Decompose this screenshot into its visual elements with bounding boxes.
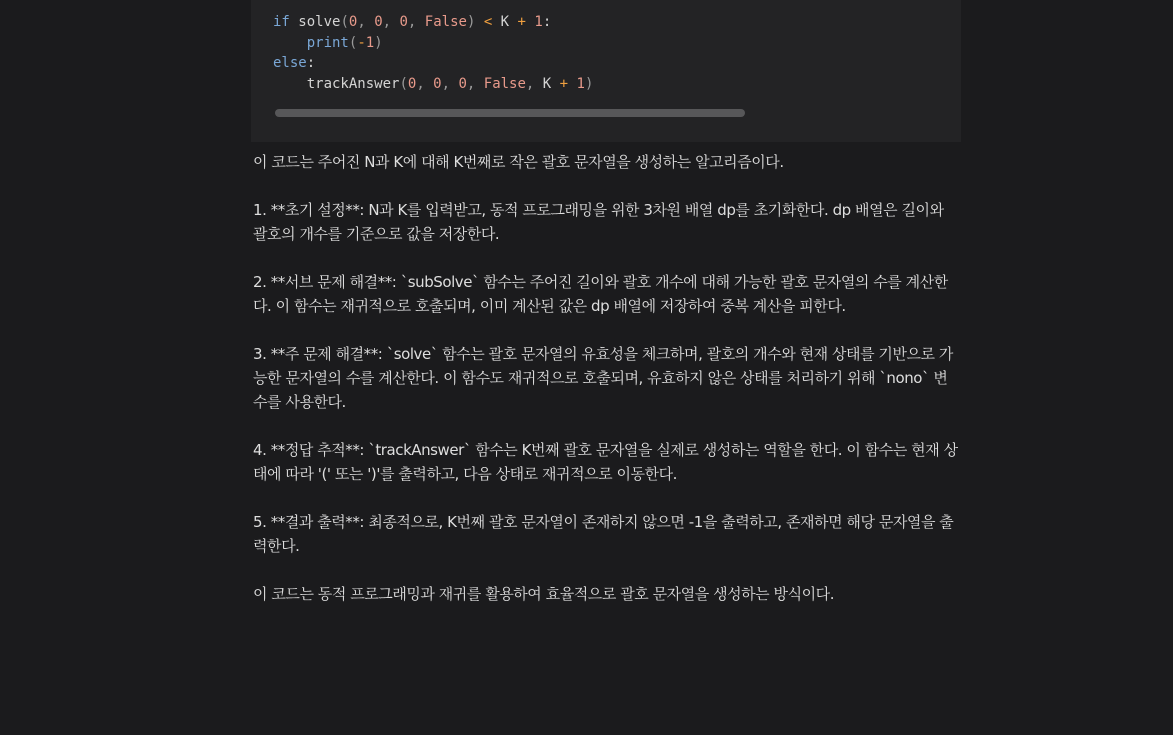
- code-token: trackAnswer: [306, 75, 400, 92]
- code-token: ,: [441, 75, 459, 92]
- code-token: solve: [298, 14, 341, 30]
- code-token: -: [357, 34, 366, 51]
- code-token: ,: [466, 75, 484, 92]
- code-token: [568, 76, 576, 92]
- step-track-answer: 4. **정답 추적**: `trackAnswer` 함수는 K번째 괄호 문자열을 실제로 생성하는 역할을 한다. 이 함수는 현재 상태에 따라 '(' 또는 ')'를 출력하고, 다음 상태로 재귀적으로 이동한다.: [253, 441, 958, 483]
- code-token: 0: [374, 14, 383, 30]
- code-token: K: [492, 14, 518, 30]
- code-token: print: [306, 34, 349, 51]
- code-line: [273, 33, 593, 54]
- code-token: else: [273, 55, 307, 71]
- code-token: if: [273, 14, 290, 30]
- code-token: 0: [458, 75, 467, 92]
- code-token: [273, 76, 307, 92]
- scrollbar-thumb[interactable]: [275, 109, 745, 117]
- assistant-message: [253, 150, 961, 630]
- code-block: [251, 0, 961, 142]
- code-token: ,: [357, 14, 375, 30]
- code-token: ,: [407, 14, 425, 30]
- code-token: [475, 14, 483, 30]
- code-token: [273, 35, 307, 51]
- code-token: 0: [348, 14, 358, 30]
- code-token: (: [399, 75, 408, 92]
- code-line: [273, 53, 593, 74]
- code-token: (: [348, 34, 358, 51]
- code-token: 1: [365, 34, 375, 51]
- code-line: [273, 74, 593, 95]
- code-token: False: [483, 75, 526, 92]
- code-token: +: [517, 14, 526, 30]
- step-initial-setup: 1. **초기 설정**: N과 K를 입력받고, 동적 프로그래밍을 위한 3차원 배열 dp를 초기화한다. dp 배열은 길이와 괄호의 개수를 기준으로 값을 저장한다.: [253, 201, 944, 243]
- code-token: ,: [416, 75, 434, 92]
- code-token: 0: [399, 14, 408, 30]
- outro-paragraph: 이 코드는 동적 프로그래밍과 재귀를 활용하여 효율적으로 괄호 문자열을 생성하는 방식이다.: [253, 585, 835, 603]
- code-token: 0: [433, 75, 442, 92]
- step-subproblem: 2. **서브 문제 해결**: `subSolve` 함수는 주어진 길이와 괄호 개수에 대해 가능한 괄호 문자열의 수를 계산한다. 이 함수는 재귀적으로 호출되며, 이미 계산된 값은 dp 배열에 저장하여 중복 계산을 피한다.: [253, 273, 948, 315]
- code-token: ): [584, 75, 594, 92]
- code-token: <: [483, 14, 493, 30]
- code-token: 0: [407, 75, 417, 92]
- code-token: ,: [382, 14, 400, 30]
- step-result-output: 5. **결과 출력**: 최종적으로, K번째 괄호 문자열이 존재하지 않으면 -1을 출력하고, 존재하면 해당 문자열을 출력한다.: [253, 513, 954, 555]
- code-token: :: [542, 14, 552, 30]
- code-token: 1: [576, 75, 585, 92]
- code-token: False: [424, 14, 467, 30]
- code-token: ): [374, 34, 383, 51]
- code-token: +: [559, 75, 569, 92]
- code-token: ): [466, 14, 476, 30]
- code-token: 1: [534, 14, 543, 30]
- code-line: [273, 12, 593, 33]
- step-main-problem: 3. **주 문제 해결**: `solve` 함수는 괄호 문자열의 유효성을 체크하며, 괄호의 개수와 현재 상태를 기반으로 가능한 문자열의 수를 계산한다. 이 함수도 재귀적으로 호출되며, 유효하지 않은 상태를 처리하기 위해 `nono` 변수를 사용한다.: [253, 345, 953, 411]
- intro-paragraph: 이 코드는 주어진 N과 K에 대해 K번째로 작은 괄호 문자열을 생성하는 알고리즘이다.: [253, 153, 784, 171]
- code-token: :: [306, 55, 316, 71]
- code-token: ,: [525, 75, 543, 92]
- code-horizontal-scrollbar[interactable]: [275, 109, 745, 117]
- code-content: [273, 12, 593, 94]
- code-token: K: [542, 75, 560, 92]
- code-token: (: [340, 14, 349, 30]
